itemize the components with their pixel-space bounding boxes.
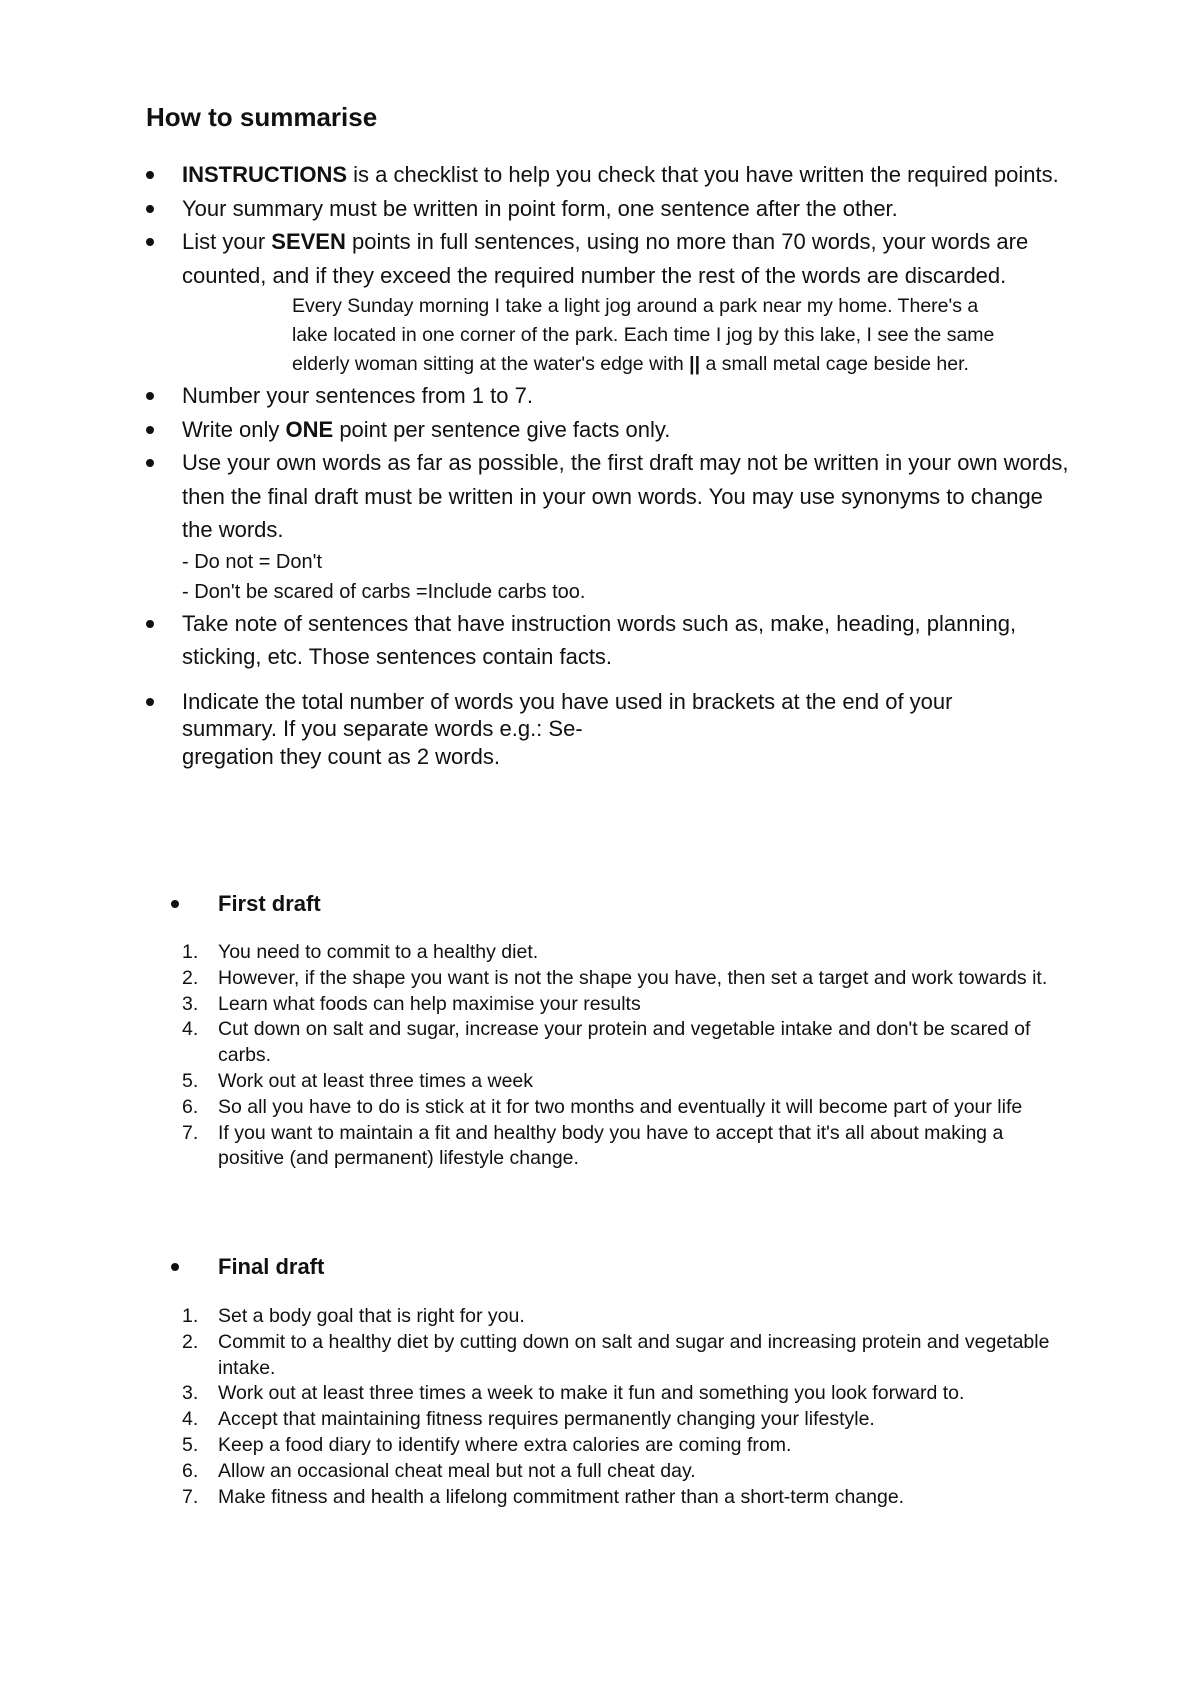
- list-item: [182, 1459, 1062, 1485]
- list-item: [182, 1121, 1062, 1173]
- bullet-seven-points: [182, 225, 1072, 379]
- item-text: You need to commit to a healthy diet.: [218, 941, 539, 963]
- item-number: 6.: [182, 1459, 199, 1482]
- item-text: Accept that maintaining fitness requires permanently changing your lifestyle.: [218, 1408, 875, 1431]
- item-number: 5.: [182, 1433, 199, 1456]
- bold-term: ONE: [285, 416, 334, 442]
- item-text: Commit to a healthy diet by cutting down on salt and sugar and increasing protein and vegetable intake.: [218, 1330, 1050, 1379]
- bold-term: INSTRUCTIONS: [182, 162, 347, 187]
- bullet-text: Take note of sentences that have instruction words such as, make, heading, planning, sticking, etc. Those sentences contain facts.: [182, 610, 1017, 669]
- list-item: [182, 1069, 1062, 1095]
- synonym-example: - Do not = Don't: [182, 550, 322, 573]
- bullet-text: List your: [182, 229, 272, 254]
- final-draft-heading: [183, 1253, 324, 1281]
- item-text: Work out at least three times a week: [218, 1069, 534, 1092]
- item-text: Work out at least three times a week to make it fun and something you look forward to.: [218, 1382, 965, 1405]
- bold-term: SEVEN: [271, 229, 346, 254]
- bullet-text: gregation they count as 2 words.: [182, 743, 500, 769]
- item-text: Set a body goal that is right for you.: [218, 1305, 525, 1327]
- item-number: 7.: [182, 1485, 199, 1508]
- item-text: Cut down on salt and sugar, increase your protein and vegetable intake and don't be scared of carbs.: [218, 1018, 1031, 1067]
- item-text: If you want to maintain a fit and healthy body you have to accept that it's all about making a positive (and permanent) lifestyle change.: [218, 1121, 1004, 1170]
- first-draft-heading: [183, 890, 321, 918]
- bullet-instruction-words: [182, 607, 1072, 674]
- page-title: How to summarise: [146, 102, 378, 132]
- item-text: Allow an occasional cheat meal but not a full cheat day.: [218, 1459, 696, 1482]
- bullet-one-point: [182, 413, 1072, 447]
- example-passage: [292, 292, 1072, 379]
- item-number: 4.: [182, 1018, 199, 1041]
- passage-line: [292, 350, 1072, 379]
- item-number: 3.: [182, 1382, 199, 1405]
- item-number: 3.: [182, 992, 199, 1015]
- item-text: So all you have to do is stick at it for two months and eventually it will become part of your life: [218, 1095, 1023, 1118]
- text-cursor-mark: ||: [689, 353, 701, 375]
- bullet-text: points in full sentences, using no more than 70 words, your words are counted, and if they exceed the required number the rest of the words are discarded.: [182, 229, 1029, 288]
- synonym-examples: [182, 547, 1072, 607]
- list-item: [182, 1330, 1062, 1382]
- item-number: 1.: [182, 941, 199, 963]
- list-item: [182, 966, 1062, 992]
- bullet-text: Use your own words as far as possible, the first draft may not be written in your own words, then the final draft must be written in your own words. You may use synonyms to change the words.: [182, 450, 1069, 542]
- item-text: However, if the shape you want is not the shape you have, then set a target and work towards it.: [218, 966, 1048, 989]
- item-number: 2.: [182, 966, 199, 989]
- item-number: 1.: [182, 1305, 199, 1327]
- section-heading-text: First draft: [218, 891, 321, 916]
- bullet-text: Indicate the total number of words you have used in brackets at the end of your summary. If you separate words e.g.: Se-: [182, 688, 953, 741]
- list-item: [182, 940, 1062, 966]
- bullet-number-sentences: [182, 379, 1072, 413]
- item-text: Make fitness and health a lifelong commitment rather than a short-term change.: [218, 1485, 905, 1508]
- list-item: [182, 1381, 1062, 1407]
- bullet-text: Number your sentences from 1 to 7.: [182, 383, 533, 408]
- section-heading-text: Final draft: [218, 1254, 325, 1279]
- item-number: 2.: [182, 1330, 199, 1353]
- bullet-instructions: [182, 158, 1072, 192]
- bullet-text: is a checklist to help you check that you have written the required points.: [347, 162, 1059, 187]
- synonym-example: - Don't be scared of carbs =Include carbs too.: [182, 580, 586, 603]
- bullet-point-form: [182, 192, 1072, 226]
- list-item: [182, 1433, 1062, 1459]
- passage-line: lake located in one corner of the park. Each time I jog by this lake, I see the same: [292, 324, 995, 346]
- passage-line: Every Sunday morning I take a light jog around a park near my home. There's a: [292, 295, 979, 317]
- bullet-own-words: [182, 446, 1072, 607]
- item-number: 6.: [182, 1095, 199, 1118]
- bullet-text: Your summary must be written in point form, one sentence after the other.: [182, 195, 898, 221]
- bullet-word-count: [182, 688, 1072, 771]
- instructions-list: [182, 158, 1072, 770]
- item-text: Learn what foods can help maximise your results: [218, 992, 641, 1015]
- list-item: [182, 1095, 1062, 1121]
- list-item: [182, 1017, 1062, 1069]
- list-item: [182, 1304, 1062, 1330]
- passage-text: a small metal cage beside her.: [700, 353, 969, 375]
- first-draft-list: [182, 940, 1062, 1172]
- item-text: Keep a food diary to identify where extra calories are coming from.: [218, 1433, 792, 1456]
- item-number: 7.: [182, 1121, 199, 1144]
- item-number: 5.: [182, 1069, 199, 1092]
- final-draft-list: [182, 1304, 1062, 1510]
- list-item: [182, 1485, 1062, 1511]
- bullet-text: point per sentence give facts only.: [333, 416, 671, 442]
- list-item: [182, 1407, 1062, 1433]
- passage-text: elderly woman sitting at the water's edge with: [292, 353, 690, 375]
- bullet-text: Write only: [182, 416, 286, 442]
- item-number: 4.: [182, 1408, 199, 1431]
- list-item: [182, 992, 1062, 1018]
